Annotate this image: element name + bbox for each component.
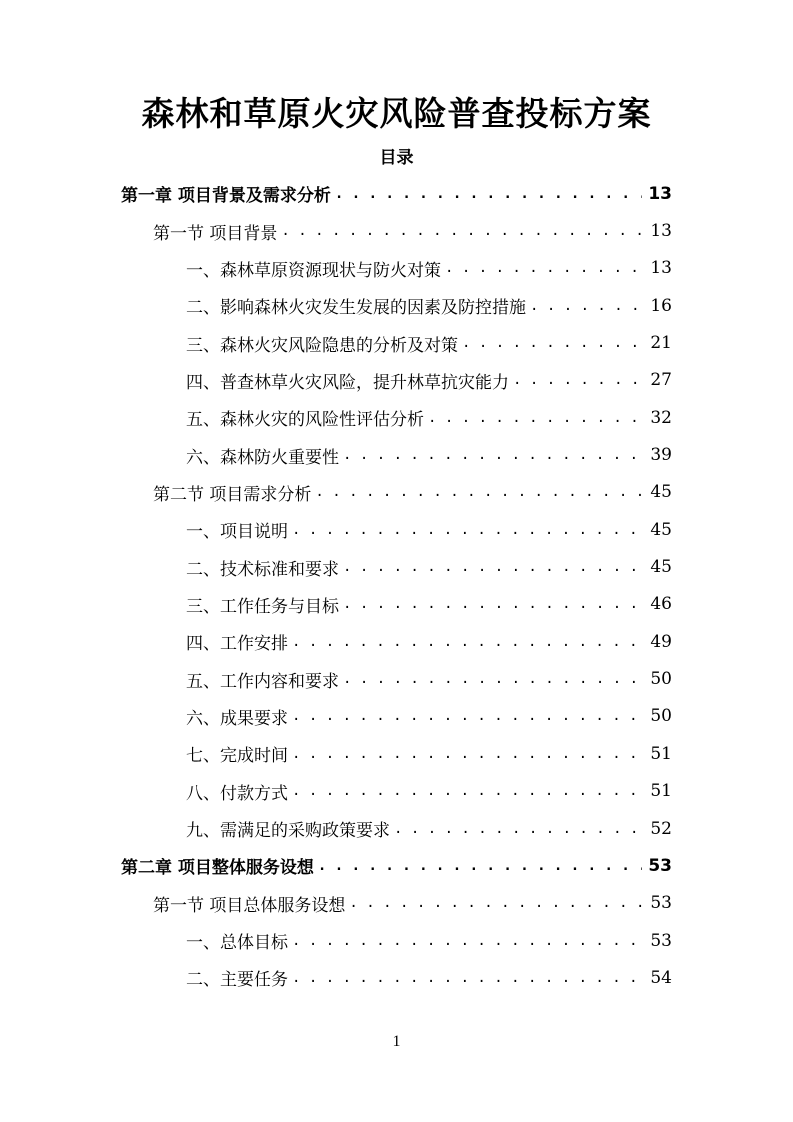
toc-chapter-entry[interactable]: [0, 175, 793, 212]
toc-entry-page-number: 46: [650, 594, 672, 615]
document-title: 森林和草原火灾风险普查投标方案: [141, 94, 652, 133]
toc-entry-page-number: 49: [650, 631, 672, 652]
toc-entry-title: 三、森林火灾风险隐患的分析及对策: [186, 335, 458, 356]
toc-chapter-entry[interactable]: [0, 847, 793, 884]
toc-entry-title: 七、完成时间: [186, 746, 288, 767]
toc-dot-leader: [343, 559, 644, 575]
toc-dot-leader: [292, 746, 644, 762]
toc-subsection-entry[interactable]: [0, 436, 793, 473]
toc-entry-page-number: 45: [650, 557, 672, 578]
toc-entry-title: 六、成果要求: [186, 708, 288, 729]
toc-entry-title: 二、主要任务: [186, 970, 288, 991]
toc-entry-page-number: 32: [650, 407, 672, 428]
toc-subsection-entry[interactable]: [0, 511, 793, 548]
toc-subsection-entry[interactable]: [0, 362, 793, 399]
toc-dot-leader: [513, 372, 644, 388]
toc-dot-leader: [318, 858, 642, 874]
toc-entry-title: 第二章 项目整体服务设想: [121, 858, 314, 879]
toc-entry-title: 一、总体目标: [186, 933, 288, 954]
toc-entry-title: 第一节 项目背景: [153, 223, 278, 244]
toc-entry-page-number: 50: [650, 706, 672, 727]
toc-entry-title: 二、技术标准和要求: [186, 559, 339, 580]
toc-entry-page-number: 53: [650, 930, 672, 951]
toc-dot-leader: [530, 298, 644, 314]
toc-dot-leader: [445, 260, 644, 276]
toc-dot-leader: [292, 708, 644, 724]
toc-entry-title: 第一章 项目背景及需求分析: [121, 186, 331, 207]
toc-dot-leader: [292, 634, 644, 650]
toc-entry-title: 二、影响森林火灾发生发展的因素及防控措施: [186, 298, 526, 319]
toc-subsection-entry[interactable]: [0, 959, 793, 996]
toc-entry-title: 四、普查林草火灾风险，提升林草抗灾能力: [186, 372, 509, 393]
toc-entry-page-number: 50: [650, 669, 672, 690]
toc-section-entry[interactable]: [0, 885, 793, 922]
toc-entry-title: 第二节 项目需求分析: [153, 484, 312, 505]
toc-subsection-entry[interactable]: [0, 250, 793, 287]
toc-subsection-entry[interactable]: [0, 548, 793, 585]
toc-entry-page-number: 51: [650, 743, 672, 764]
toc-entry-page-number: 53: [650, 893, 672, 914]
toc-dot-leader: [462, 335, 644, 351]
toc-dot-leader: [343, 671, 644, 687]
toc-entry-title: 九、需满足的采购政策要求: [186, 821, 390, 842]
toc-entry-page-number: 52: [650, 818, 672, 839]
toc-subsection-entry[interactable]: [0, 623, 793, 660]
toc-section-entry[interactable]: [0, 212, 793, 249]
toc-dot-leader: [281, 223, 644, 239]
toc-entry-page-number: 13: [650, 221, 672, 242]
toc-entry-title: 五、森林火灾的风险性评估分析: [186, 410, 424, 431]
table-of-contents: [0, 175, 793, 997]
toc-entry-title: 五、工作内容和要求: [186, 671, 339, 692]
toc-entry-title: 六、森林防火重要性: [186, 447, 339, 468]
toc-entry-page-number: 39: [650, 445, 672, 466]
toc-dot-leader: [343, 596, 644, 612]
toc-subsection-entry[interactable]: [0, 735, 793, 772]
toc-dot-leader: [428, 410, 644, 426]
toc-subsection-entry[interactable]: [0, 287, 793, 324]
toc-entry-title: 八、付款方式: [186, 783, 288, 804]
toc-subsection-entry[interactable]: [0, 773, 793, 810]
toc-subsection-entry[interactable]: [0, 810, 793, 847]
toc-subsection-entry[interactable]: [0, 660, 793, 697]
toc-entry-page-number: 21: [650, 333, 672, 354]
page-number: 1: [392, 1033, 401, 1050]
toc-subsection-entry[interactable]: [0, 399, 793, 436]
toc-entry-page-number: 45: [650, 519, 672, 540]
toc-entry-title: 四、工作安排: [186, 634, 288, 655]
toc-subsection-entry[interactable]: [0, 324, 793, 361]
toc-dot-leader: [394, 821, 644, 837]
toc-entry-page-number: 13: [650, 258, 672, 279]
toc-entry-page-number: 45: [650, 482, 672, 503]
toc-dot-leader: [292, 970, 644, 986]
toc-entry-page-number: 27: [650, 370, 672, 391]
toc-dot-leader: [315, 484, 644, 500]
toc-entry-page-number: 54: [650, 967, 672, 988]
toc-subsection-entry[interactable]: [0, 698, 793, 735]
toc-entry-title: 一、项目说明: [186, 522, 288, 543]
toc-entry-title: 三、工作任务与目标: [186, 596, 339, 617]
toc-entry-title: 一、森林草原资源现状与防火对策: [186, 260, 441, 281]
toc-heading: 目录: [379, 148, 414, 168]
toc-subsection-entry[interactable]: [0, 586, 793, 623]
toc-entry-title: 第一节 项目总体服务设想: [153, 895, 346, 916]
toc-entry-page-number: 51: [650, 781, 672, 802]
toc-dot-leader: [335, 186, 642, 202]
toc-dot-leader: [349, 895, 644, 911]
toc-entry-page-number: 13: [648, 183, 672, 204]
toc-subsection-entry[interactable]: [0, 922, 793, 959]
toc-section-entry[interactable]: [0, 474, 793, 511]
toc-dot-leader: [343, 447, 644, 463]
toc-entry-page-number: 16: [650, 295, 672, 316]
toc-entry-page-number: 53: [648, 855, 672, 876]
toc-dot-leader: [292, 783, 644, 799]
toc-dot-leader: [292, 933, 644, 949]
toc-dot-leader: [292, 522, 644, 538]
